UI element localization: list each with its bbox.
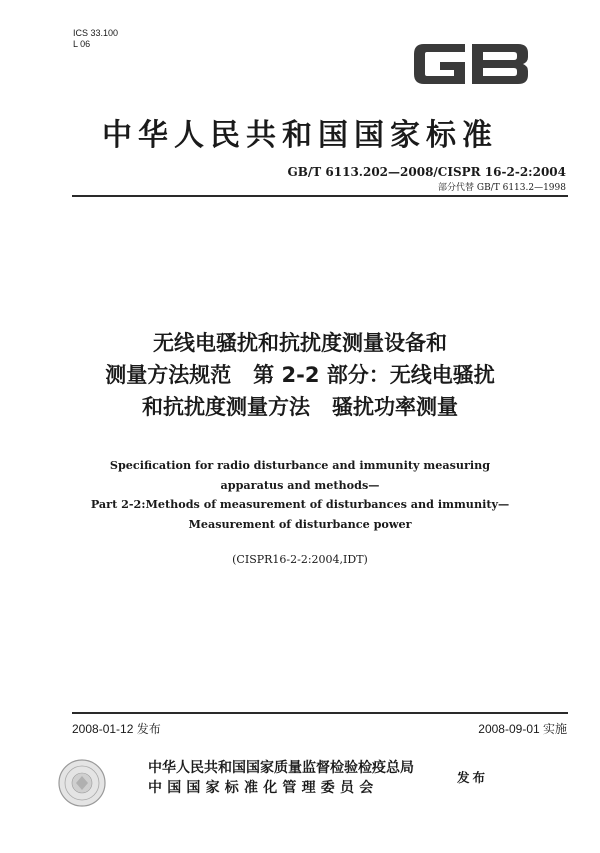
gb-logo-text: GB [410, 38, 412, 39]
bottom-divider [72, 712, 568, 714]
top-divider [72, 195, 568, 197]
equivalence-note: (CISPR16-2-2:2004,IDT) [232, 553, 368, 566]
english-title-line: apparatus and methods— [220, 477, 380, 492]
chinese-title-line: 和抗扰度测量方法 骚扰功率测量 [142, 395, 458, 419]
chinese-title-line: 无线电骚扰和抗扰度测量设备和 [153, 331, 447, 355]
official-seal-icon [57, 758, 107, 808]
gb-logo [410, 38, 532, 90]
classification-codes [73, 28, 118, 50]
issuer-aqsiq: 中华人民共和国国家质量监督检验检疫总局 [148, 760, 414, 776]
implementation-date: 2008-09-01 实施 [478, 722, 567, 736]
chinese-title [0, 327, 600, 423]
standard-number: GB/T 6113.202—2008/CISPR 16-2-2:2004 [287, 165, 566, 179]
issuer-sac: 中国国家标准化管理委员会 [148, 780, 379, 796]
publish-label: 发布 [457, 770, 489, 785]
replaces-note: 部分代替 GB/T 6113.2—1998 [438, 183, 566, 193]
english-title-line: Specification for radio disturbance and immunity measuring [109, 458, 491, 472]
english-title-line: Part 2-2:Methods of measurement of disturbances and immunity— [90, 497, 510, 511]
issuing-authorities [148, 758, 414, 798]
standard-title: 中华人民共和国国家标准 [102, 118, 498, 153]
english-title [0, 456, 600, 534]
issue-date: 2008-01-12 发布 [72, 722, 161, 736]
chinese-title-line: 测量方法规范 第 2-2 部分：无线电骚扰 [105, 363, 495, 387]
ccs-code: L 06 [73, 39, 91, 49]
english-title-line: Measurement of disturbance power [188, 516, 412, 531]
ics-code: ICS 33.100 [73, 28, 119, 38]
